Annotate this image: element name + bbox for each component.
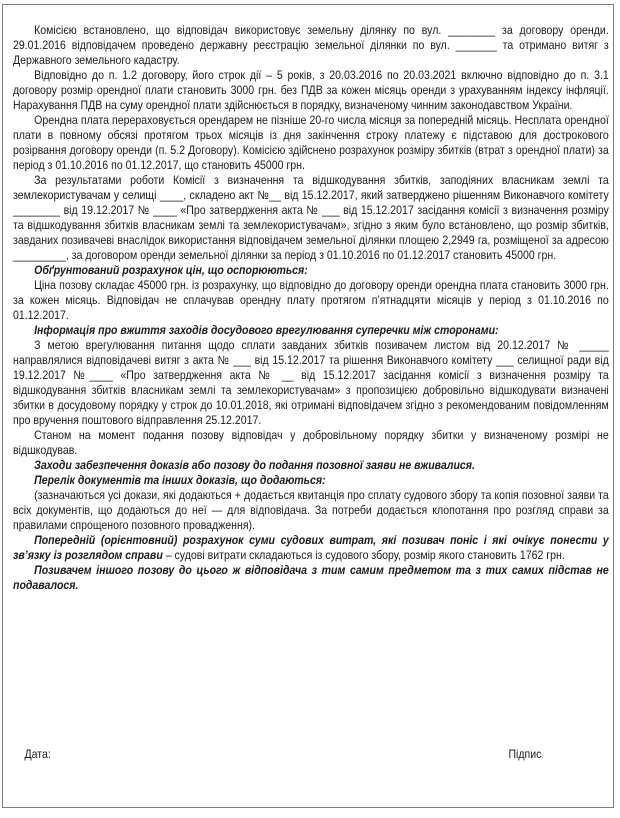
paragraph-no-voluntary-compensation: Станом на момент подання позову відповідач у добровільному порядку збитки у визначеному розмірі не відшкодував. [13,428,609,457]
heading-justified-price-calculation: Обґрунтований розрахунок цін, що оспорюються: [34,263,308,277]
heading-pretrial-settlement-info: Інформація про вжиття заходів досудового врегулювання суперечки між сторонами: [34,323,499,337]
paragraph-commission-established: Комісією встановлено, що відповідач використовує земельну ділянку по вул. ________ за договору оренди. 29.01.2016 відповідачем проведено державну реєстрацію земельної ділянки по вул. _______ та отримано витяг з Державного земельного кадастру. [13,23,609,67]
paragraph-rent-payment-terms: Орендна плата перераховується орендарем не пізніше 20-го числа місяця за попередній місяць. Несплата орендної плати в повному обсязі протягом трьох місяців із дня закінчення строку платежу є підставою для дострокового розірвання договору оренди (п. 5.2 Договору). Комісією здійснено розрахунок розміру збитків (втрат з орендної плати) за період з 01.10.2016 по 01.12.2017, що становить 45000 грн. [13,113,609,172]
court-costs-rest-text: – судові витрати складаються із судового збору, розмір якого становить 1762 грн. [162,548,565,562]
signature-label: Підпис [508,747,542,761]
paragraph-court-costs [13,533,609,563]
heading-attached-documents-list: Перелік документів та інших доказів, що додаються: [34,473,326,487]
date-label: Дата: [24,747,51,761]
page-border-frame [2,4,614,808]
court-costs-lead-text: Попередній (орієнтовний) розрахунок суми судових витрат, які позивач поніс і які очікує понести у зв’язку із розглядом справи [13,533,609,562]
paragraph-settlement-letter: З метою врегулювання питання щодо сплати завданих збитків позивачем листом від 20.12.2017 № _____ направлялися відповідачеві витяг з акта № ___ від 15.12.2017 та рішення Виконавчого комітету ___ селищної ради від 19.12.2017 №____ «Про затвердження акта № __ від 15.12.2017 засідання комісії з визначення розміру та відшкодування збитків власникам землі та землекористувачам» з пропозицією добровільно відшкодувати визначені збитки в досудовому порядку у строк до 10.01.2018, які отримані відповідачем згідно з рекомендованим повідомленням про вручення поштового відправлення 25.12.2017. [13,338,609,427]
document-body [13,23,609,768]
paragraph-attached-documents-note: (зазначаються усі докази, які додаються + додається квитанція про сплату судового збору та копія позовної заяви та всіх документів, що додаються до неї — для відповідача. За потреби додається клопотання про розгляд справи за правилами спрощеного позовного провадження). [13,488,609,532]
paragraph-claim-price: Ціна позову складає 45000 грн. із розрахунку, що відповідно до договору оренди орендна плата становить 3000 грн. за кожен місяць. Відповідач не сплачував орендну плату протягом п’ятнадцяти місяців у період з 01.10.2016 по 01.12.2017. [13,278,609,322]
statement-no-other-claim: Позивачем іншого позову до цього ж відповідача з тим самим предметом та з тих самих підстав не подавалося. [13,563,609,592]
statement-no-evidence-measures: Заходи забезпечення доказів або позову до подання позовної заяви не вживалися. [34,458,475,472]
paragraph-commission-act-results: За результатами роботи Комісії з визначення та відшкодування збитків, заподіяних власникам землі та землекористувачам у селищі ____, складено акт №__ від 15.12.2017, який затверджено рішенням Виконавчого комітету ________ від 19.12.2017 № ____ «Про затвердження акта № ___ від 15.12.2017 засідання комісії з визначення розміру та відшкодування збитків власникам землі та землекористувачам», згідно з яким було встановлено, що розмір збитків, завданих позивачеві внаслідок використання відповідачем земельної ділянки площею 2,2949 га, розміщеної за адресою _________, за договором оренди земельної ділянки за період з 01.10.2016 по 01.12.2017 становить 45000 грн. [13,173,609,262]
paragraph-contract-terms: Відповідно до п. 1.2 договору, його строк дії – 5 років, з 20.03.2016 по 20.03.2021 включно відповідно до п. 3.1 договору розмір орендної плати становить 3000 грн. без ПДВ за кожен місяць оренди з урахуванням індексу інфляції. Нарахування ПДВ на суму орендної плати здійснюється в порядку, визначеному чинним законодавством України. [13,68,609,112]
